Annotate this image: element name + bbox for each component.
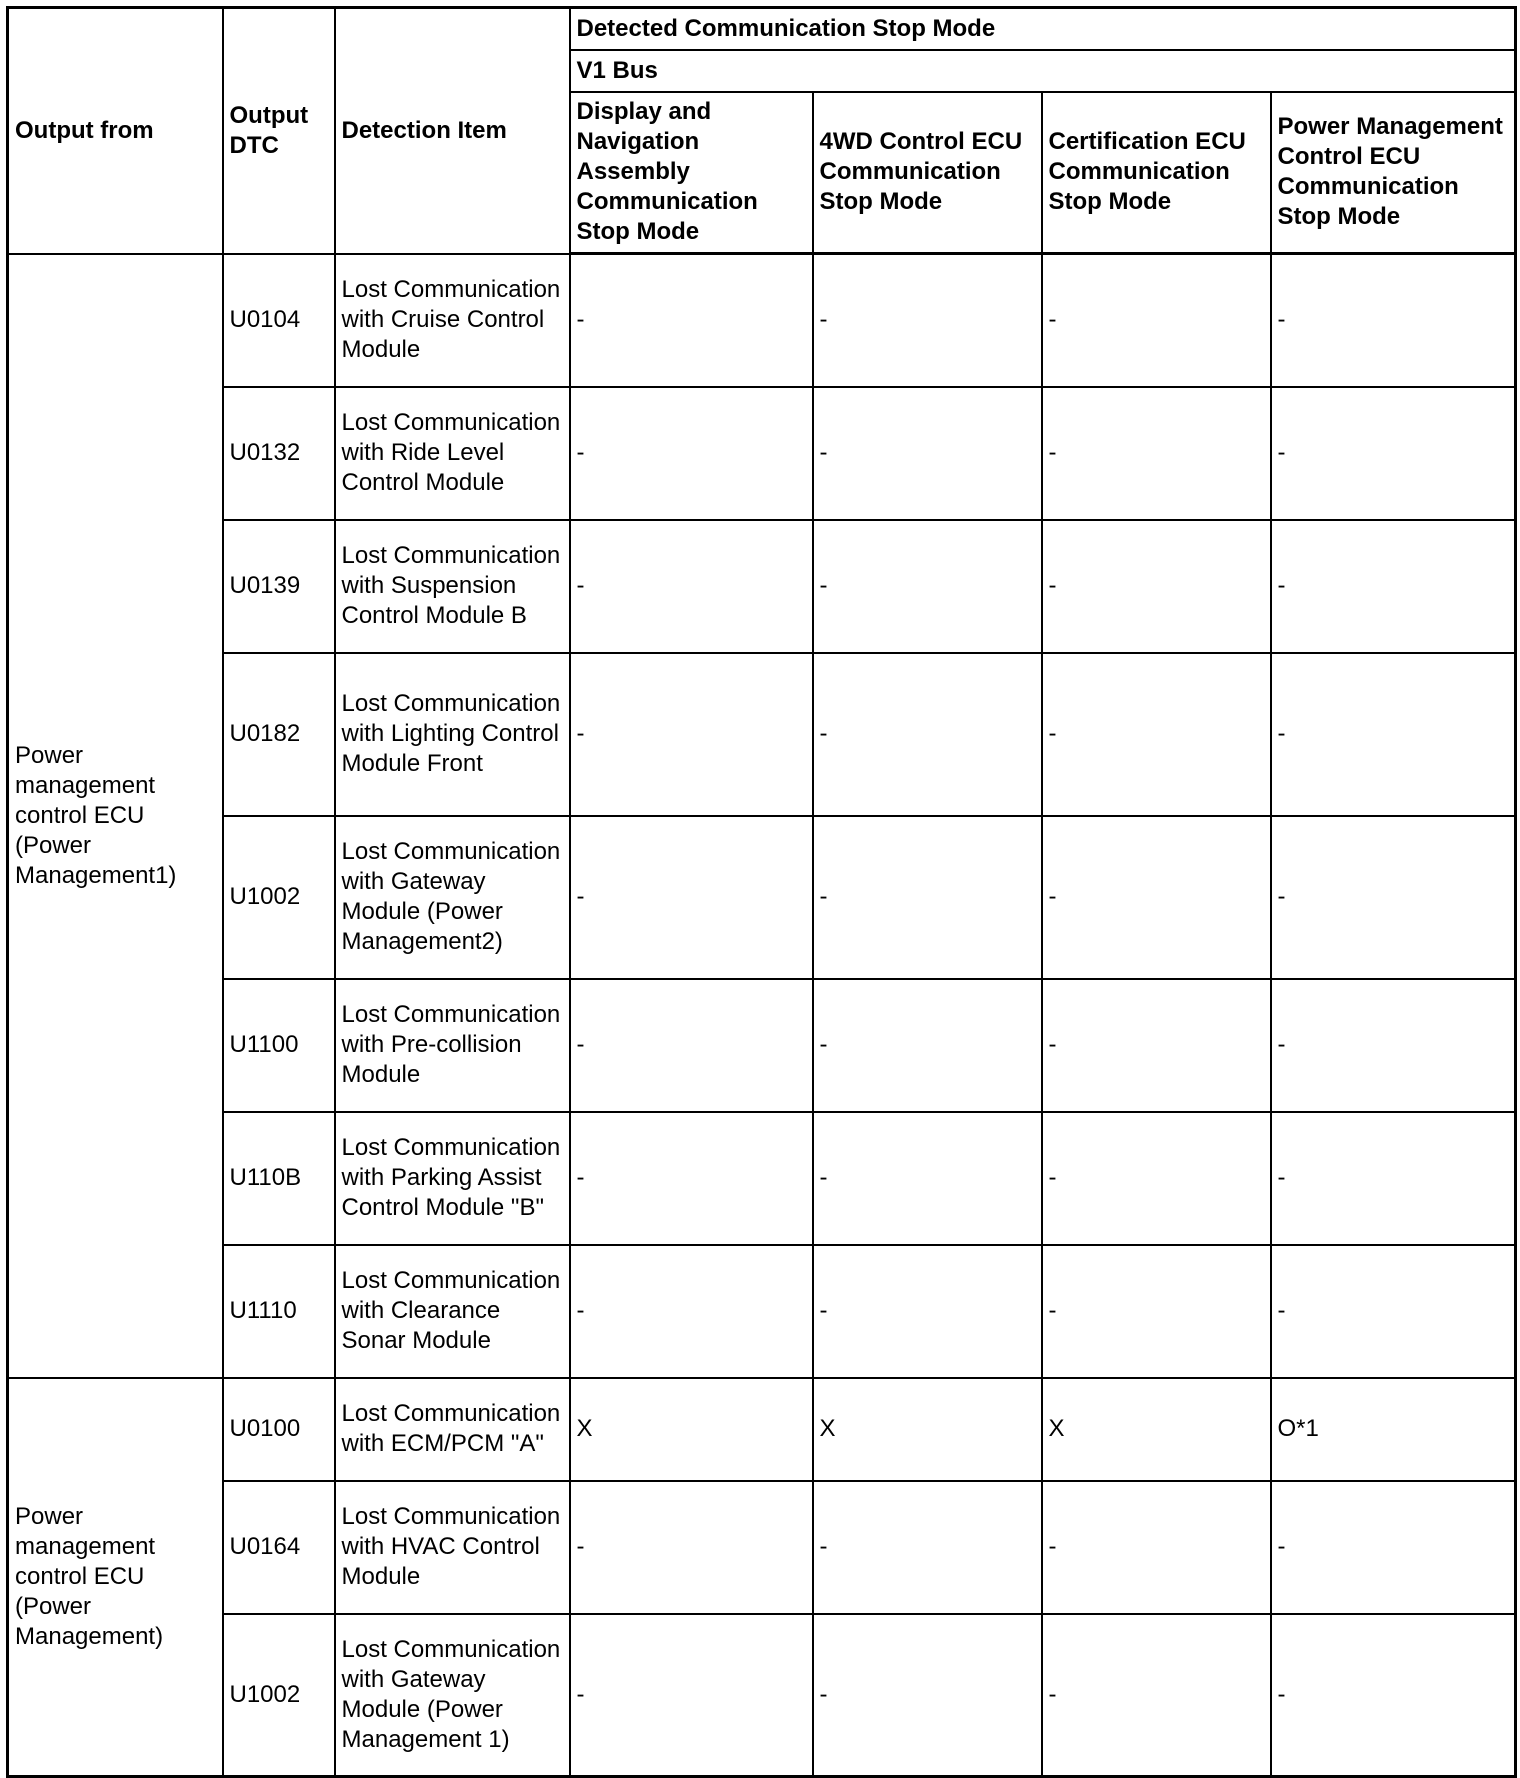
detection-item-cell: Lost Communication with Pre-collision Module bbox=[335, 979, 570, 1112]
mode-cell: - bbox=[570, 387, 813, 520]
detection-item-cell: Lost Communication with Cruise Control Module bbox=[335, 254, 570, 387]
output-from-cell: Power management control ECU (Power Management) bbox=[8, 1378, 223, 1777]
mode-cell: - bbox=[570, 1481, 813, 1614]
dtc-code-cell: U1110 bbox=[223, 1245, 335, 1378]
table-row bbox=[8, 979, 1516, 1112]
dtc-code-cell: U0182 bbox=[223, 653, 335, 816]
table-row bbox=[8, 1481, 1516, 1614]
mode-cell: - bbox=[1271, 816, 1516, 979]
dtc-code-cell: U1002 bbox=[223, 1614, 335, 1777]
header-detection-item: Detection Item bbox=[335, 8, 570, 254]
mode-cell: - bbox=[1042, 254, 1271, 387]
mode-cell: - bbox=[1042, 1112, 1271, 1245]
detection-item-cell: Lost Communication with HVAC Control Module bbox=[335, 1481, 570, 1614]
dtc-code-cell: U0132 bbox=[223, 387, 335, 520]
header-mode-power-management: Power Management Control ECU Communication Stop Mode bbox=[1271, 92, 1516, 254]
mode-cell: - bbox=[570, 1614, 813, 1777]
header-mode-display-navigation: Display and Navigation Assembly Communication Stop Mode bbox=[570, 92, 813, 254]
mode-cell: - bbox=[813, 1245, 1042, 1378]
mode-cell: - bbox=[1271, 520, 1516, 653]
table-row bbox=[8, 254, 1516, 387]
mode-cell: X bbox=[813, 1378, 1042, 1481]
mode-cell: - bbox=[1042, 979, 1271, 1112]
detection-item-cell: Lost Communication with Gateway Module (Power Management2) bbox=[335, 816, 570, 979]
dtc-table bbox=[6, 6, 1517, 1778]
table-row bbox=[8, 653, 1516, 816]
header-output-from: Output from bbox=[8, 8, 223, 254]
dtc-code-cell: U1002 bbox=[223, 816, 335, 979]
mode-cell: - bbox=[1042, 1614, 1271, 1777]
mode-cell: - bbox=[570, 520, 813, 653]
mode-cell: - bbox=[813, 816, 1042, 979]
mode-cell: - bbox=[570, 979, 813, 1112]
detection-item-cell: Lost Communication with Suspension Control Module B bbox=[335, 520, 570, 653]
mode-cell: - bbox=[1042, 816, 1271, 979]
mode-cell: - bbox=[1042, 387, 1271, 520]
table-row bbox=[8, 387, 1516, 520]
detection-item-cell: Lost Communication with Gateway Module (Power Management 1) bbox=[335, 1614, 570, 1777]
dtc-code-cell: U110B bbox=[223, 1112, 335, 1245]
mode-cell: - bbox=[813, 1112, 1042, 1245]
header-mode-certification: Certification ECU Communication Stop Mode bbox=[1042, 92, 1271, 254]
header-v1-bus: V1 Bus bbox=[570, 50, 1516, 92]
detection-item-cell: Lost Communication with ECM/PCM "A" bbox=[335, 1378, 570, 1481]
dtc-code-cell: U0139 bbox=[223, 520, 335, 653]
detection-item-cell: Lost Communication with Lighting Control Module Front bbox=[335, 653, 570, 816]
mode-cell: - bbox=[813, 1481, 1042, 1614]
header-mode-4wd-control: 4WD Control ECU Communication Stop Mode bbox=[813, 92, 1042, 254]
dtc-code-cell: U0104 bbox=[223, 254, 335, 387]
mode-cell: - bbox=[1271, 979, 1516, 1112]
dtc-table-container bbox=[6, 6, 1514, 1770]
mode-cell: X bbox=[570, 1378, 813, 1481]
table-row bbox=[8, 520, 1516, 653]
table-row bbox=[8, 1614, 1516, 1777]
mode-cell: - bbox=[570, 254, 813, 387]
mode-cell: - bbox=[1271, 653, 1516, 816]
header-output-dtc: Output DTC bbox=[223, 8, 335, 254]
mode-cell: - bbox=[1271, 254, 1516, 387]
mode-cell: - bbox=[570, 1245, 813, 1378]
mode-cell: - bbox=[813, 254, 1042, 387]
table-row bbox=[8, 816, 1516, 979]
mode-cell: - bbox=[813, 653, 1042, 816]
mode-cell: - bbox=[1042, 653, 1271, 816]
mode-cell: - bbox=[1271, 1112, 1516, 1245]
mode-cell: X bbox=[1042, 1378, 1271, 1481]
mode-cell: - bbox=[813, 520, 1042, 653]
mode-cell: - bbox=[570, 1112, 813, 1245]
table-row bbox=[8, 1245, 1516, 1378]
mode-cell: - bbox=[1042, 520, 1271, 653]
mode-cell: - bbox=[570, 653, 813, 816]
header-detected-stop-mode: Detected Communication Stop Mode bbox=[570, 8, 1516, 50]
mode-cell: - bbox=[570, 816, 813, 979]
table-row bbox=[8, 1378, 1516, 1481]
mode-cell: - bbox=[1271, 1481, 1516, 1614]
mode-cell: - bbox=[813, 979, 1042, 1112]
table-row bbox=[8, 1112, 1516, 1245]
output-from-cell: Power management control ECU (Power Management1) bbox=[8, 254, 223, 1378]
mode-cell: - bbox=[1271, 387, 1516, 520]
dtc-code-cell: U0100 bbox=[223, 1378, 335, 1481]
mode-cell: - bbox=[1042, 1245, 1271, 1378]
mode-cell: - bbox=[1271, 1614, 1516, 1777]
mode-cell: O*1 bbox=[1271, 1378, 1516, 1481]
mode-cell: - bbox=[1271, 1245, 1516, 1378]
mode-cell: - bbox=[813, 1614, 1042, 1777]
detection-item-cell: Lost Communication with Parking Assist Control Module "B" bbox=[335, 1112, 570, 1245]
mode-cell: - bbox=[1042, 1481, 1271, 1614]
dtc-code-cell: U0164 bbox=[223, 1481, 335, 1614]
detection-item-cell: Lost Communication with Clearance Sonar Module bbox=[335, 1245, 570, 1378]
dtc-code-cell: U1100 bbox=[223, 979, 335, 1112]
detection-item-cell: Lost Communication with Ride Level Control Module bbox=[335, 387, 570, 520]
mode-cell: - bbox=[813, 387, 1042, 520]
